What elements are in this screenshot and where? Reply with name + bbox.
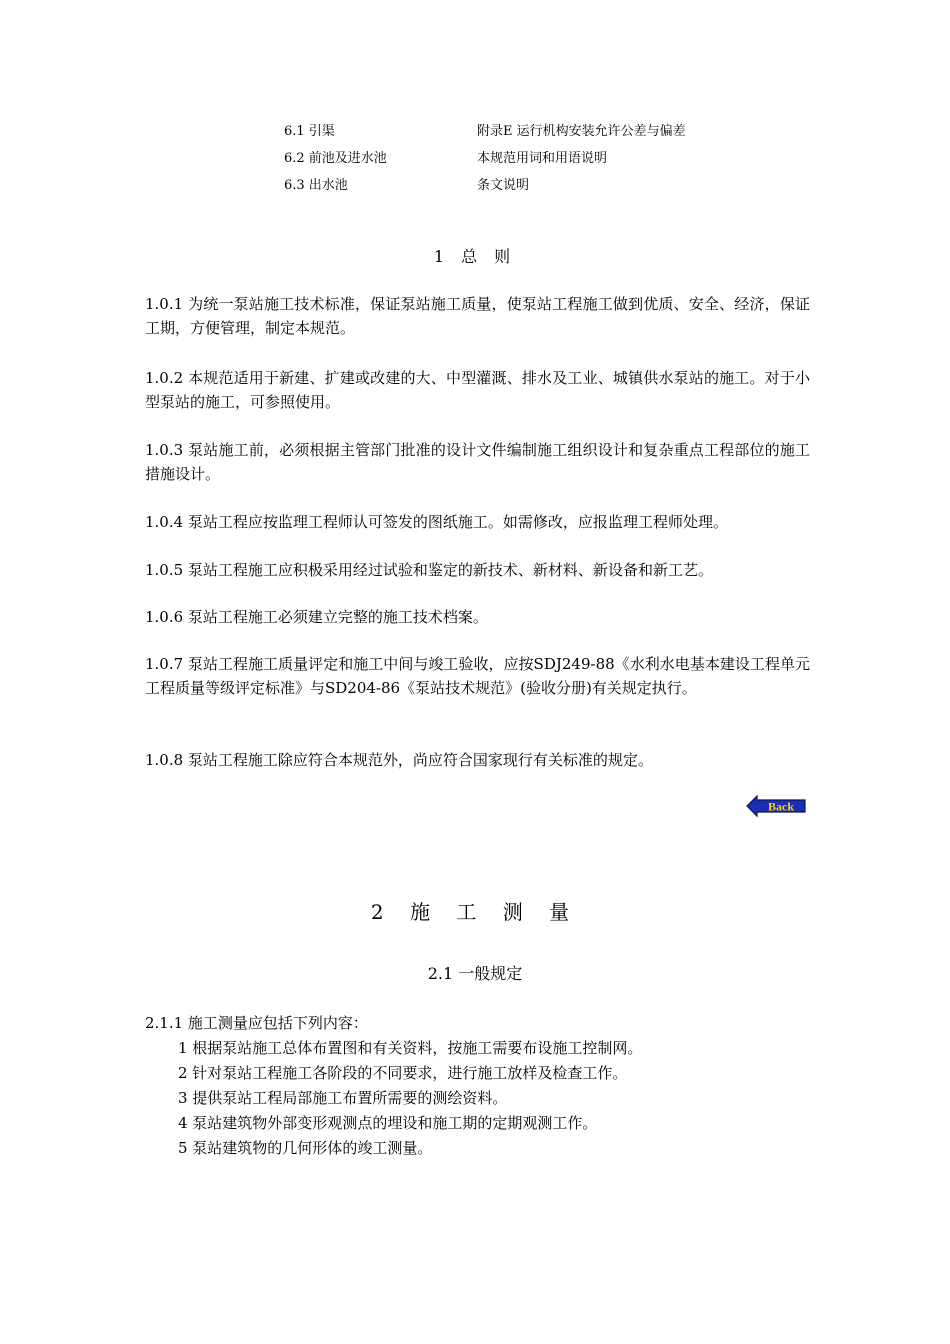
list-item: 2 针对泵站工程施工各阶段的不同要求，进行施工放样及检查工作。 bbox=[178, 1064, 628, 1082]
clause-2-1-1-intro: 2.1.1 施工测量应包括下列内容： bbox=[145, 1014, 368, 1032]
toc-entry-appendix-e[interactable]: 附录E 运行机构安装允许公差与偏差 bbox=[477, 124, 686, 139]
toc-entry-explanation[interactable]: 条文说明 bbox=[477, 178, 530, 193]
toc-row bbox=[284, 145, 744, 172]
toc-entry-6-1[interactable]: 6.1 引渠 bbox=[284, 124, 335, 139]
paragraph-1-0-2: 1.0.2 本规范适用于新建、扩建或改建的大、中型灌溉、排水及工业、城镇供水泵站的施工。对于小型泵站的施工，可参照使用。 bbox=[145, 369, 810, 411]
paragraph-1-0-8: 1.0.8 泵站工程施工除应符合本规范外，尚应符合国家现行有关标准的规定。 bbox=[145, 751, 653, 769]
chapter-2-title: 2 施 工 测 量 bbox=[370, 900, 580, 924]
table-of-contents bbox=[284, 118, 744, 199]
paragraph-1-0-1: 1.0.1 为统一泵站施工技术标准，保证泵站施工质量，使泵站工程施工做到优质、安全、经济，保证工期，方便管理，制定本规范。 bbox=[145, 295, 810, 337]
paragraph-1-0-6: 1.0.6 泵站工程施工必须建立完整的施工技术档案。 bbox=[145, 608, 488, 626]
clause-2-1-1 bbox=[145, 1011, 810, 1161]
toc-row bbox=[284, 172, 744, 199]
section-2-1-title: 2.1 一般规定 bbox=[427, 964, 523, 983]
list-item: 1 根据泵站施工总体布置图和有关资料，按施工需要布设施工控制网。 bbox=[178, 1039, 643, 1057]
paragraph-1-0-7: 1.0.7 泵站工程施工质量评定和施工中间与竣工验收，应按SDJ249-88《水利水电基本建设工程单元工程质量等级评定标准》与SD204-86《泵站技术规范》(验收分册)有关规定执行。 bbox=[145, 655, 810, 697]
list-item: 3 提供泵站工程局部施工布置所需要的测绘资料。 bbox=[178, 1089, 508, 1107]
toc-row bbox=[284, 118, 744, 145]
paragraph-1-0-3: 1.0.3 泵站施工前，必须根据主管部门批准的设计文件编制施工组织设计和复杂重点工程部位的施工措施设计。 bbox=[145, 441, 810, 483]
list-item: 4 泵站建筑物外部变形观测点的埋设和施工期的定期观测工作。 bbox=[178, 1114, 598, 1132]
chapter-1-title: 1 总 则 bbox=[433, 247, 517, 266]
back-label: Back bbox=[767, 799, 795, 814]
list-item: 5 泵站建筑物的几何形体的竣工测量。 bbox=[178, 1139, 433, 1157]
paragraph-1-0-5: 1.0.5 泵站工程施工应积极采用经过试验和鉴定的新技术、新材料、新设备和新工艺。 bbox=[145, 561, 713, 579]
toc-entry-wording-notes[interactable]: 本规范用词和用语说明 bbox=[477, 151, 608, 166]
toc-entry-6-3[interactable]: 6.3 出水池 bbox=[284, 178, 348, 193]
toc-entry-6-2[interactable]: 6.2 前池及进水池 bbox=[284, 151, 387, 166]
paragraph-1-0-4: 1.0.4 泵站工程应按监理工程师认可签发的图纸施工。如需修改，应报监理工程师处理。 bbox=[145, 513, 728, 531]
back-button[interactable] bbox=[745, 794, 807, 818]
